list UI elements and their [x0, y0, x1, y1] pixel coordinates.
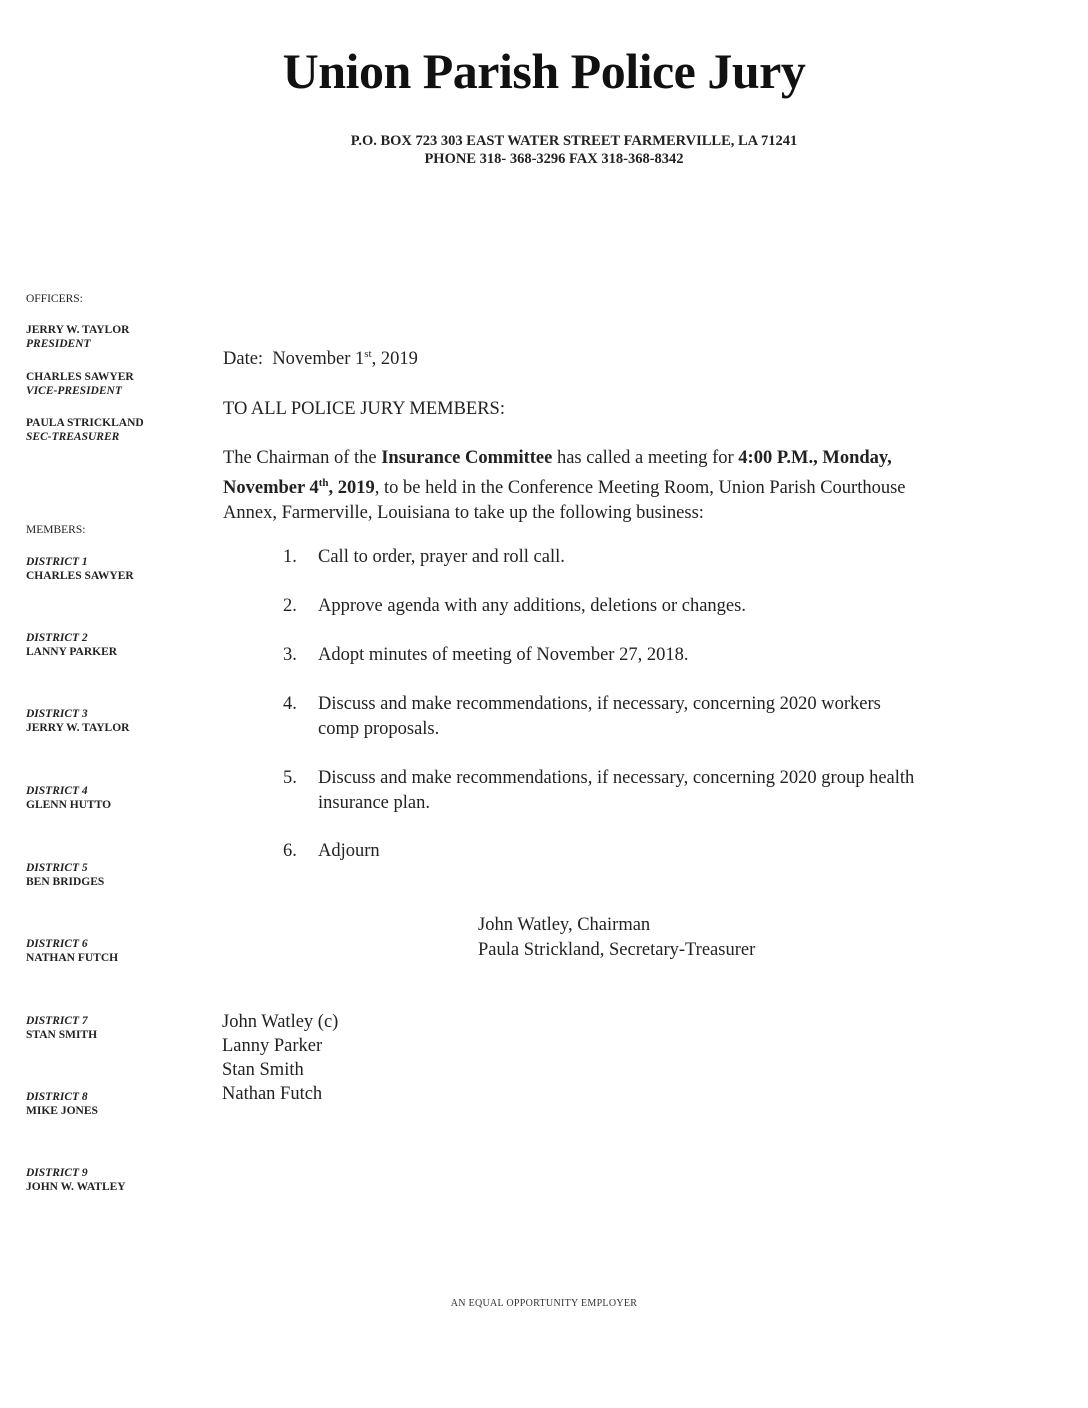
meeting-time-text: 4:00 P.M., Monday, November 4 [223, 448, 892, 499]
district-label: DISTRICT 5 [26, 862, 88, 874]
members-heading: MEMBERS: [26, 524, 86, 536]
district-label: DISTRICT 1 [26, 556, 88, 568]
agenda-text: Adjourn [318, 841, 380, 861]
district-member [26, 707, 206, 735]
district-label: DISTRICT 6 [26, 938, 88, 950]
agenda-item [283, 594, 958, 619]
district-label: DISTRICT 3 [26, 708, 88, 720]
district-member [26, 937, 206, 965]
committee-name: Insurance Committee [381, 448, 553, 468]
date-year: , 2019 [371, 349, 418, 370]
agenda-text: Approve agenda with any additions, deletions or changes. [318, 596, 746, 616]
para-text: has called a meeting for [552, 448, 739, 468]
signature-secretary: Paula Strickland, Secretary-Treasurer [478, 940, 756, 960]
district-member [26, 784, 206, 812]
para-text: The Chairman of the [223, 448, 382, 468]
agenda-text: Adopt minutes of meeting of November 27, 2018. [318, 645, 689, 665]
committee-member: Stan Smith [222, 1060, 304, 1080]
district-member [26, 861, 206, 889]
district-member-name: LANNY PARKER [26, 646, 118, 658]
district-member [26, 631, 206, 659]
district-label: DISTRICT 7 [26, 1015, 88, 1027]
salutation: TO ALL POLICE JURY MEMBERS: [223, 399, 505, 419]
officer-entry [26, 323, 206, 351]
officer-role: PRESIDENT [26, 338, 91, 350]
district-member-name: MIKE JONES [26, 1105, 98, 1117]
committee-member: John Watley (c) [222, 1012, 339, 1032]
district-member-name: NATHAN FUTCH [26, 952, 119, 964]
district-member [26, 1014, 206, 1042]
officer-entry [26, 370, 206, 398]
officer-role: VICE-PRESIDENT [26, 385, 122, 397]
district-member-name: CHARLES SAWYER [26, 570, 134, 582]
district-member [26, 1166, 206, 1194]
district-label: DISTRICT 4 [26, 785, 88, 797]
letterhead-title: Union Parish Police Jury [282, 43, 806, 99]
date-label: Date: [223, 349, 264, 370]
district-member [26, 1090, 206, 1118]
agenda-number: 2. [283, 596, 297, 616]
district-member-name: JERRY W. TAYLOR [26, 722, 130, 734]
letter-date [223, 348, 418, 370]
committee-member: Lanny Parker [222, 1036, 323, 1056]
agenda-text: Call to order, prayer and roll call. [318, 547, 565, 567]
committee-members-list [222, 1010, 338, 1106]
officer-entry [26, 416, 206, 444]
district-label: DISTRICT 9 [26, 1167, 88, 1179]
officers-heading: OFFICERS: [26, 293, 83, 305]
committee-member: Nathan Futch [222, 1084, 323, 1104]
letterhead-phone-fax: PHONE 318- 368-3296 FAX 318-368-8342 [424, 151, 684, 167]
agenda-number: 5. [283, 768, 297, 788]
agenda-number: 3. [283, 645, 297, 665]
footer-equal-opportunity: AN EQUAL OPPORTUNITY EMPLOYER [450, 1298, 638, 1309]
officer-role: SEC-TREASURER [26, 431, 120, 443]
agenda-number: 6. [283, 841, 297, 861]
agenda-number: 1. [283, 547, 297, 567]
letterhead-address: P.O. BOX 723 303 EAST WATER STREET FARMERVILLE, LA 71241 [350, 133, 798, 149]
agenda-item [283, 643, 958, 668]
agenda-item [283, 545, 958, 570]
district-member [26, 555, 206, 583]
agenda-item [283, 766, 958, 816]
officer-name: CHARLES SAWYER [26, 371, 134, 383]
district-member-name: STAN SMITH [26, 1029, 98, 1041]
agenda-text: Discuss and make recommendations, if necessary, concerning 2020 group health insurance plan. [318, 768, 915, 813]
district-label: DISTRICT 8 [26, 1091, 88, 1103]
agenda-item [283, 839, 958, 864]
officer-name: JERRY W. TAYLOR [26, 324, 130, 336]
signature-chairman: John Watley, Chairman [478, 915, 651, 935]
agenda-item [283, 692, 918, 742]
meeting-year: , 2019 [328, 478, 375, 499]
date-ordinal: st [364, 348, 372, 360]
agenda-number: 4. [283, 694, 297, 714]
agenda-text: Discuss and make recommendations, if necessary, concerning 2020 workers comp proposals. [318, 694, 881, 739]
meeting-announcement [223, 446, 958, 526]
district-member-name: GLENN HUTTO [26, 799, 112, 811]
officer-name: PAULA STRICKLAND [26, 417, 144, 429]
district-member-name: BEN BRIDGES [26, 876, 105, 888]
district-label: DISTRICT 2 [26, 632, 88, 644]
district-member-name: JOHN W. WATLEY [26, 1181, 126, 1193]
para-text: , to be held in the Conference Meeting Room, Union Parish Courthouse Annex, Farmerville, Louisiana to take up the following business: [223, 478, 906, 524]
date-month-day: November 1 [272, 349, 365, 370]
meeting-date-ordinal: th [318, 477, 329, 489]
